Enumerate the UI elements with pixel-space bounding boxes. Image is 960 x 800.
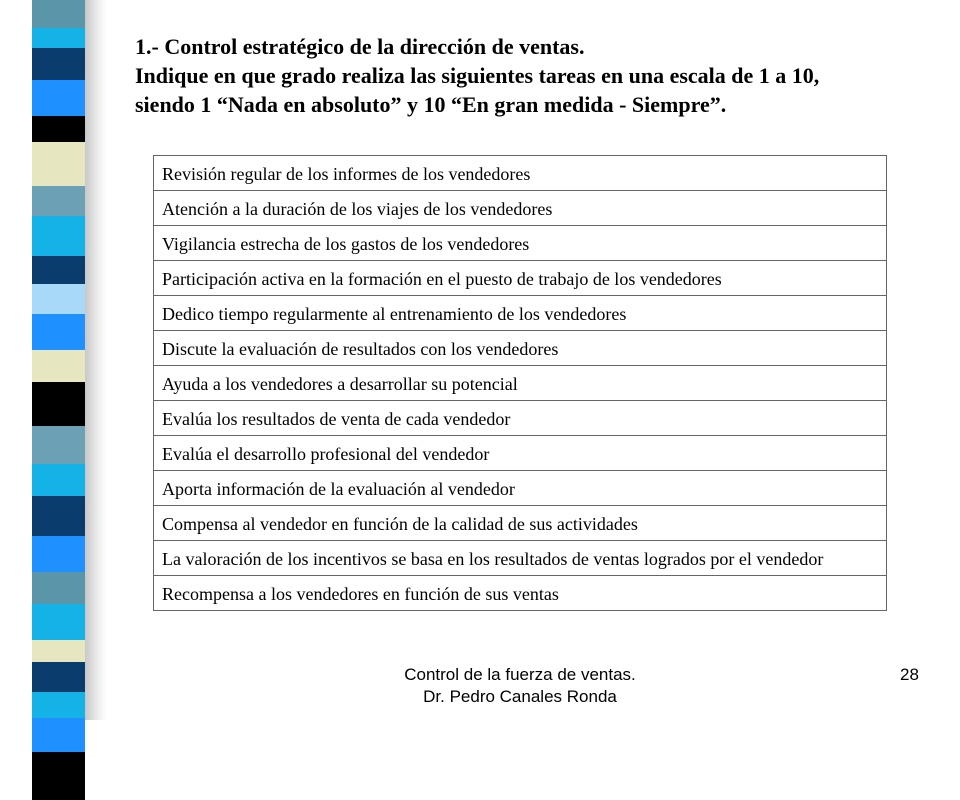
stripe-segment: [32, 314, 85, 350]
stripe-segment: [32, 382, 85, 426]
footer-line-2: Dr. Pedro Canales Ronda: [423, 687, 617, 706]
table-row: [154, 331, 887, 366]
stripe-segment: [32, 256, 85, 284]
table-row: [154, 226, 887, 261]
stripe-segment: [32, 284, 85, 314]
table-row: [154, 401, 887, 436]
table-row: [154, 296, 887, 331]
page-number: 28: [900, 665, 919, 684]
task-cell: Recompensa a los vendedores en función de sus ventas: [154, 576, 887, 611]
stripe-segment: [32, 116, 85, 142]
task-cell: Compensa al vendedor en función de la calidad de sus actividades: [154, 506, 887, 541]
stripe-segment: [32, 28, 85, 48]
stripe-segment: [32, 640, 85, 662]
stripe-segment: [32, 496, 85, 536]
stripe-segment: [32, 692, 85, 718]
table-row: [154, 541, 887, 576]
stripe-segment: [32, 350, 85, 382]
stripe-segment: [32, 464, 85, 496]
footer-line-1: Control de la fuerza de ventas.: [404, 665, 636, 684]
task-cell: Evalúa el desarrollo profesional del vendedor: [154, 436, 887, 471]
stripe-segment: [32, 426, 85, 464]
task-cell: Participación activa en la formación en el puesto de trabajo de los vendedores: [154, 261, 887, 296]
task-cell: Revisión regular de los informes de los vendedores: [154, 156, 887, 191]
stripe-shadow: [85, 0, 107, 720]
stripe-segment: [32, 572, 85, 604]
task-cell: Ayuda a los vendedores a desarrollar su potencial: [154, 366, 887, 401]
tasks-table-body: [154, 156, 887, 611]
table-row: [154, 366, 887, 401]
stripe-segment: [32, 216, 85, 256]
table-row: [154, 471, 887, 506]
task-cell: La valoración de los incentivos se basa en los resultados de ventas logrados por el vendedor: [154, 541, 887, 576]
stripe-segment: [32, 662, 85, 692]
table-row: [154, 506, 887, 541]
stripe-segment: [32, 536, 85, 572]
task-cell: Vigilancia estrecha de los gastos de los vendedores: [154, 226, 887, 261]
task-cell: Discute la evaluación de resultados con los vendedores: [154, 331, 887, 366]
task-cell: Evalúa los resultados de venta de cada vendedor: [154, 401, 887, 436]
stripe-segment: [32, 142, 85, 186]
task-cell: Aporta información de la evaluación al vendedor: [154, 471, 887, 506]
stripe-segment: [32, 80, 85, 116]
task-cell: Dedico tiempo regularmente al entrenamiento de los vendedores: [154, 296, 887, 331]
heading-line-3: siendo 1 “Nada en absoluto” y 10 “En gran medida - Siempre”.: [135, 92, 727, 117]
stripe-segment: [32, 604, 85, 640]
task-cell: Atención a la duración de los viajes de los vendedores: [154, 191, 887, 226]
tasks-table: [153, 155, 887, 611]
stripe-segment: [32, 0, 85, 28]
decorative-stripe-bar: [32, 0, 85, 720]
table-row: [154, 191, 887, 226]
stripe-segment: [32, 186, 85, 216]
table-row: [154, 436, 887, 471]
stripe-segment: [32, 752, 85, 800]
table-row: [154, 156, 887, 191]
table-row: [154, 576, 887, 611]
footer: [330, 664, 710, 708]
stripe-segment: [32, 718, 85, 752]
table-row: [154, 261, 887, 296]
heading-line-1: 1.- Control estratégico de la dirección de ventas.: [135, 34, 585, 59]
heading-line-2: Indique en que grado realiza las siguientes tareas en una escala de 1 a 10,: [135, 63, 820, 88]
stripe-segment: [32, 48, 85, 80]
slide-heading: [135, 32, 935, 119]
